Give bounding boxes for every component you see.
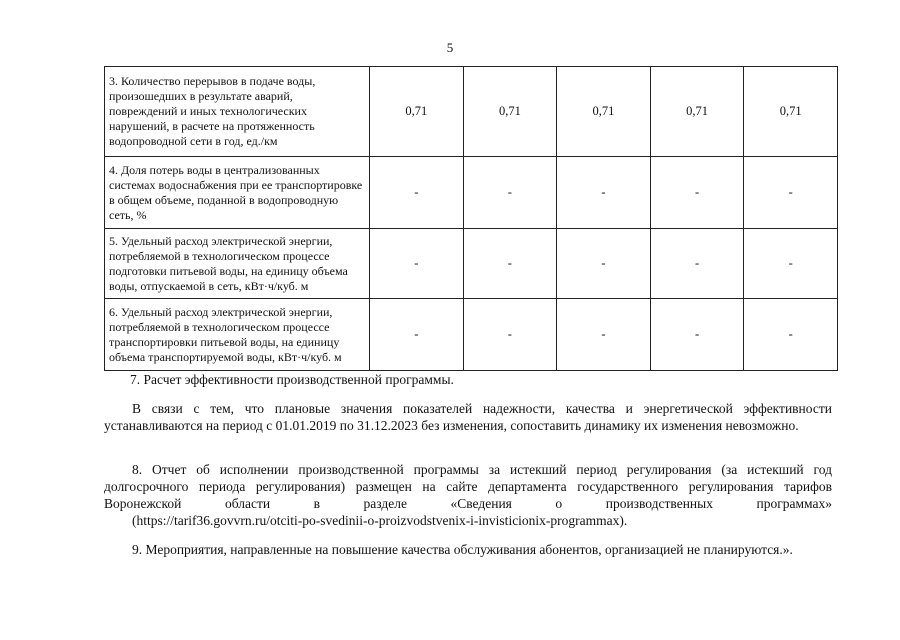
indicator-value: - xyxy=(463,299,557,371)
indicator-label: 6. Удельный расход электрической энергии, потребляемой в технологическом процессе транспортировки питьевой воды, на единицу объема транспортируемой воды, кВт·ч/куб. м xyxy=(105,299,370,371)
indicator-value: - xyxy=(370,229,464,299)
indicator-value: - xyxy=(650,229,744,299)
indicator-value: - xyxy=(557,299,651,371)
indicator-value: - xyxy=(650,299,744,371)
indicator-value: 0,71 xyxy=(650,67,744,157)
indicator-value: - xyxy=(557,157,651,229)
report-link: (https://tarif36.govvrn.ru/otciti-po-svedinii-o-proizvodstvenix-i-invisticionix-programmax). xyxy=(132,513,628,528)
indicator-value: - xyxy=(370,157,464,229)
table-row xyxy=(105,299,838,371)
table-row xyxy=(105,229,838,299)
page-number: 5 xyxy=(446,40,454,55)
report-text: 8. Отчет об исполнении производственной программы за истекший период регулирования (за истекший год долгосрочного периода регулирования) размещен на сайте департамента государственного регулирования тарифов Воронежской области в разделе «Сведения о производственных программах» xyxy=(104,462,832,511)
indicator-value: - xyxy=(557,229,651,299)
indicators-table xyxy=(104,66,838,371)
indicator-value: - xyxy=(463,229,557,299)
table-row xyxy=(105,67,838,157)
indicator-value: - xyxy=(463,157,557,229)
indicator-value: 0,71 xyxy=(463,67,557,157)
paragraph-efficiency-calculation: 7. Расчет эффективности производственной программы. xyxy=(130,372,454,387)
indicator-value: - xyxy=(744,299,838,371)
indicator-value: - xyxy=(744,157,838,229)
indicator-value: - xyxy=(650,157,744,229)
indicator-value: 0,71 xyxy=(557,67,651,157)
paragraph-service-measures: 9. Мероприятия, направленные на повышение качества обслуживания абонентов, организацией не планируются.». xyxy=(132,542,793,557)
paragraph-program-report xyxy=(104,461,832,529)
indicator-label: 5. Удельный расход электрической энергии, потребляемой в технологическом процессе подготовки питьевой воды, на единицу объема воды, отпускаемой в сеть, кВт·ч/куб. м xyxy=(105,229,370,299)
indicator-value: 0,71 xyxy=(370,67,464,157)
indicator-value: 0,71 xyxy=(744,67,838,157)
indicator-value: - xyxy=(370,299,464,371)
paragraph-dynamics-note: В связи с тем, что плановые значения показателей надежности, качества и энергетической эффективности устанавливаются на период с 01.01.2019 по 31.12.2023 без изменения, сопоставить динамику их изменения невозможно. xyxy=(104,401,832,433)
indicator-label: 3. Количество перерывов в подаче воды, произошедших в результате аварий, повреждений и иных технологических нарушений, в расчете на протяженность водопроводной сети в год, ед./км xyxy=(105,67,370,157)
indicator-value: - xyxy=(744,229,838,299)
indicator-label: 4. Доля потерь воды в централизованных системах водоснабжения при ее транспортировке в общем объеме, поданной в водопроводную сеть, % xyxy=(105,157,370,229)
table-row xyxy=(105,157,838,229)
